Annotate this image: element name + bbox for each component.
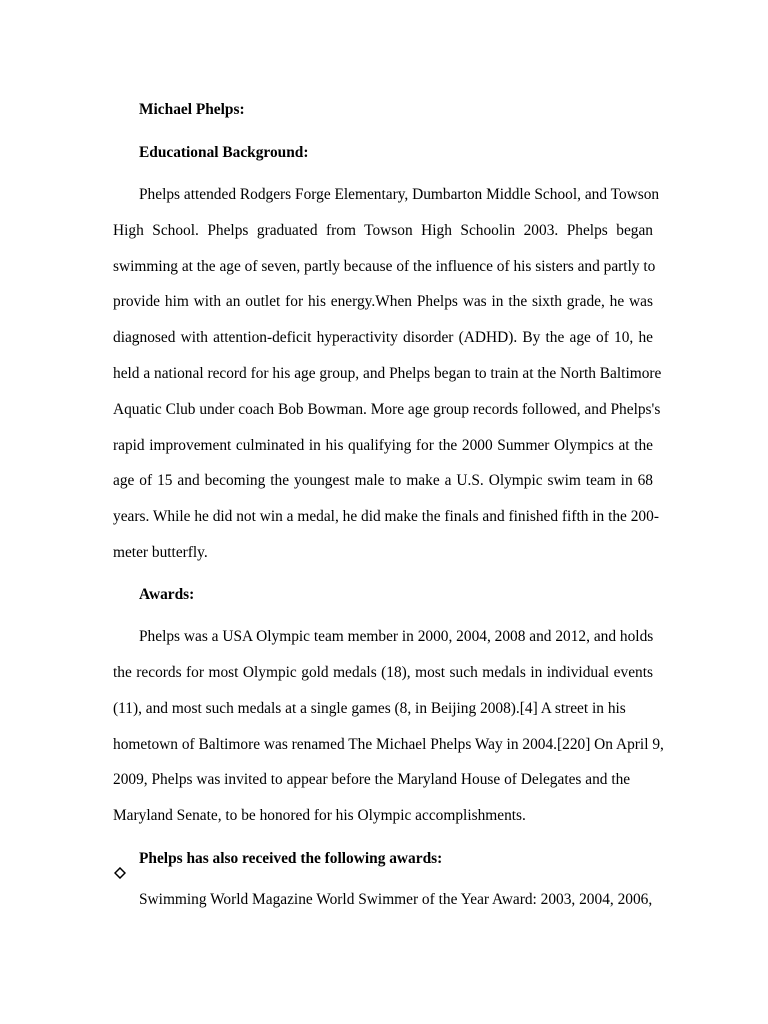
paragraph-line: swimming at the age of seven, partly because of the influence of his sisters and partly to	[113, 258, 656, 275]
paragraph-line: hometown of Baltimore was renamed The Michael Phelps Way in 2004.[220] On April 9,	[113, 736, 664, 753]
list-item-text: Swimming World Magazine World Swimmer of the Year Award: 2003, 2004, 2006,	[139, 891, 653, 908]
paragraph-line: High School. Phelps graduated from Towson High Schoolin 2003. Phelps began	[113, 222, 653, 239]
paragraph-line: meter butterfly.	[113, 544, 208, 561]
paragraph-line: Phelps was a USA Olympic team member in 2000, 2004, 2008 and 2012, and holds	[139, 628, 654, 645]
paragraph-line: rapid improvement culminated in his qualifying for the 2000 Summer Olympics at the	[113, 437, 653, 454]
paragraph-line: provide him with an outlet for his energy.When Phelps was in the sixth grade, he was	[113, 293, 653, 310]
paragraph-line: years. While he did not win a medal, he did make the finals and finished fifth in the 200-	[113, 508, 659, 525]
education-heading: Educational Background:	[139, 144, 309, 161]
awards-heading: Awards:	[139, 586, 195, 603]
diamond-outline-bullet-icon	[114, 865, 130, 883]
paragraph-line: 2009, Phelps was invited to appear before the Maryland House of Delegates and the	[113, 771, 631, 788]
paragraph-line: Maryland Senate, to be honored for his Olympic accomplishments.	[113, 807, 526, 824]
paragraph-line: the records for most Olympic gold medals (18), most such medals in individual events	[113, 664, 653, 681]
paragraph-line: diagnosed with attention-deficit hyperactivity disorder (ADHD). By the age of 10, he	[113, 329, 653, 346]
other-awards-heading: Phelps has also received the following awards:	[139, 850, 443, 867]
paragraph-line: Aquatic Club under coach Bob Bowman. More age group records followed, and Phelps's	[113, 401, 661, 418]
paragraph-line: Phelps attended Rodgers Forge Elementary, Dumbarton Middle School, and Towson	[139, 186, 660, 203]
paragraph-line: held a national record for his age group, and Phelps began to train at the North Baltimore	[113, 365, 662, 382]
paragraph-line: age of 15 and becoming the youngest male to make a U.S. Olympic swim team in 68	[113, 472, 653, 489]
paragraph-line: (11), and most such medals at a single games (8, in Beijing 2008).[4] A street in his	[113, 700, 626, 717]
document-title: Michael Phelps:	[139, 101, 245, 118]
